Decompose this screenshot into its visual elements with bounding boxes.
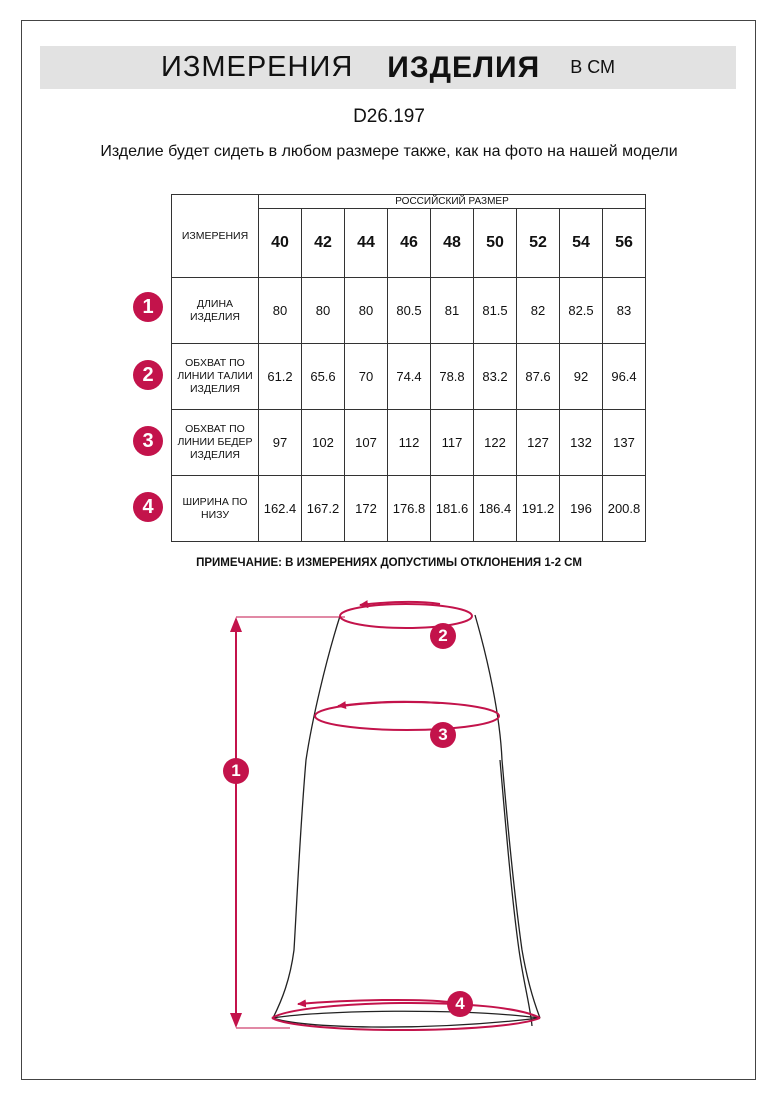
waist-ellipse — [340, 602, 472, 628]
measurement-label: ШИРИНА ПО НИЗУ — [172, 476, 259, 542]
table-cell: 181.6 — [431, 476, 474, 542]
table-cell: 96.4 — [603, 344, 646, 410]
size-group-header: РОССИЙСКИЙ РАЗМЕР — [259, 195, 646, 209]
size-header: 48 — [431, 209, 474, 278]
measure-column-header: ИЗМЕРЕНИЯ — [172, 195, 259, 278]
table-cell: 127 — [517, 410, 560, 476]
size-header: 56 — [603, 209, 646, 278]
table-cell: 80 — [302, 278, 345, 344]
title-word-item: ИЗДЕЛИЯ — [387, 50, 541, 84]
table-cell: 65.6 — [302, 344, 345, 410]
row-number-badge: 3 — [133, 426, 163, 456]
size-header: 50 — [474, 209, 517, 278]
table-cell: 186.4 — [474, 476, 517, 542]
marker-hem: 4 — [447, 991, 473, 1017]
title-word-measurements: ИЗМЕРЕНИЯ — [160, 51, 354, 83]
size-header: 40 — [259, 209, 302, 278]
table-cell: 82 — [517, 278, 560, 344]
row-number-badge: 2 — [133, 360, 163, 390]
length-arrow — [230, 617, 345, 1028]
hip-ellipse — [315, 702, 499, 730]
size-header: 42 — [302, 209, 345, 278]
title-unit: В СМ — [570, 57, 615, 77]
measurement-label: ДЛИНА ИЗДЕЛИЯ — [172, 278, 259, 344]
table-cell: 117 — [431, 410, 474, 476]
fit-note: Изделие будет сидеть в любом размере также, как на фото на нашей модели — [100, 143, 678, 160]
table-cell: 196 — [560, 476, 603, 542]
table-cell: 81 — [431, 278, 474, 344]
table-cell: 74.4 — [388, 344, 431, 410]
table-cell: 102 — [302, 410, 345, 476]
table-cell: 61.2 — [259, 344, 302, 410]
table-cell: 70 — [345, 344, 388, 410]
model-code: D26.197 — [353, 106, 425, 127]
table-cell: 191.2 — [517, 476, 560, 542]
table-cell: 80.5 — [388, 278, 431, 344]
row-number-badge: 4 — [133, 492, 163, 522]
size-header: 44 — [345, 209, 388, 278]
marker-waist: 2 — [430, 623, 456, 649]
table-cell: 137 — [603, 410, 646, 476]
table-cell: 167.2 — [302, 476, 345, 542]
table-cell: 80 — [345, 278, 388, 344]
table-cell: 97 — [259, 410, 302, 476]
table-cell: 176.8 — [388, 476, 431, 542]
marker-hip: 3 — [430, 722, 456, 748]
table-cell: 81.5 — [474, 278, 517, 344]
hem-ellipse — [272, 1000, 540, 1030]
table-cell: 200.8 — [603, 476, 646, 542]
table-cell: 112 — [388, 410, 431, 476]
table-cell: 82.5 — [560, 278, 603, 344]
size-header: 52 — [517, 209, 560, 278]
table-cell: 92 — [560, 344, 603, 410]
table-cell: 107 — [345, 410, 388, 476]
size-header: 54 — [560, 209, 603, 278]
table-cell: 78.8 — [431, 344, 474, 410]
table-cell: 80 — [259, 278, 302, 344]
size-header: 46 — [388, 209, 431, 278]
table-cell: 87.6 — [517, 344, 560, 410]
marker-length: 1 — [223, 758, 249, 784]
skirt-outline — [273, 615, 540, 1027]
table-cell: 132 — [560, 410, 603, 476]
tolerance-note: ПРИМЕЧАНИЕ: В ИЗМЕРЕНИЯХ ДОПУСТИМЫ ОТКЛОНЕНИЯ 1-2 СМ — [196, 557, 582, 569]
row-number-badge: 1 — [133, 292, 163, 322]
measurement-label: ОБХВАТ ПО ЛИНИИ БЕДЕР ИЗДЕЛИЯ — [172, 410, 259, 476]
table-cell: 83.2 — [474, 344, 517, 410]
table-cell: 83 — [603, 278, 646, 344]
measurement-label: ОБХВАТ ПО ЛИНИИ ТАЛИИ ИЗДЕЛИЯ — [172, 344, 259, 410]
table-cell: 122 — [474, 410, 517, 476]
table-cell: 162.4 — [259, 476, 302, 542]
table-cell: 172 — [345, 476, 388, 542]
